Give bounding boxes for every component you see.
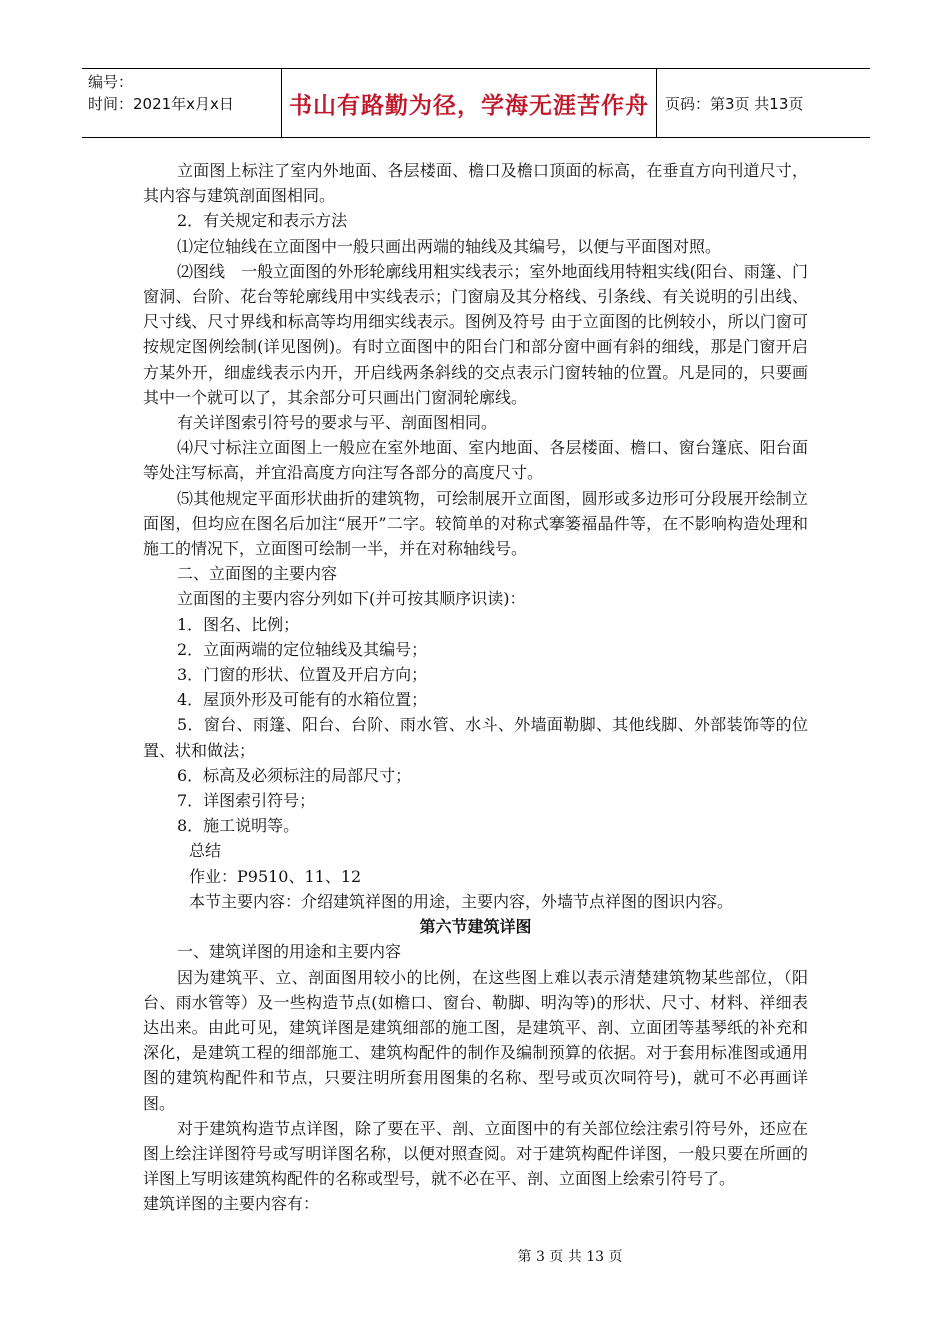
document-body: [143, 158, 808, 1217]
homework-line: 作业：P9510、11、12: [189, 866, 362, 886]
paragraph: ⑷尺寸标注立面图上一般应在室外地面、室内地面、各层楼面、檐口、窗台篷底、阳台面等处注写标高，并宜沿高度方向注写各部分的高度尺寸。: [143, 438, 808, 483]
paragraph: 立面图的主要内容分列如下(并可按其顺序识读)：: [177, 589, 526, 609]
paragraph: ⑵图线 一般立面图的外形轮廓线用粗实线表示；室外地面线用特粗实线(阳台、雨篷、门窗洞、台阶、花台等轮廓线用中实线表示；门窗扇及其分格线、引条线、有关说明的引出线、尺寸线、尺寸界线和标高等均用细实线表示。图例及符号 由于立面图的比例较小，所以门窗可按规定图例绘制(详见图例)。有时立面图中的阳台门和部分窗中画有斜的细线，那是门窗开启方某外开，细虚线表示内开，开启线两条斜线的交点表示门窗转轴的位置。凡是同的，只要画其中一个就可以了，其余部分可只画出门窗洞轮廓线。: [143, 261, 808, 407]
paragraph: ⑸其他规定平面形状曲折的建筑物，可绘制展开立面图，圆形或多边形可分段展开绘制立面图，但均应在图名后加注“展开”二字。较简单的对称式搴篓福晶件等，在不影响构造处理和施工的情况下，立面图可绘制一半，并在对称轴线号。: [143, 488, 808, 559]
paragraph: 因为建筑平、立、剖面图用较小的比例，在这些图上难以表示清楚建筑物某些部位，（阳台、雨水管等）及一些构造节点(如檐口、窗台、勒脚、明沟等)的形状、尺寸、材料、祥细表达出来。由此可见，建筑详图是建筑细部的施工图，是建筑平、剖、立面团等基琴纸的补充和深化，是建筑工程的细部施工、建筑构配件的制作及编制预算的依据。对于套用标准图或通用图的建筑构配件和节点，只要注明所套用图集的名称、型号或页次呞符号)，就可不必再画详图。: [143, 967, 808, 1113]
page-footer: 第 3 页 共 13 页: [517, 1249, 623, 1265]
list-item: 7．详图索引符号；: [177, 791, 316, 811]
time-label: 时间：2021年x月x日: [88, 95, 234, 113]
section-title: 第六节建筑详图: [419, 917, 532, 937]
list-item: 2．立面两端的定位轴线及其编号；: [177, 639, 428, 659]
number-label: 编号：: [88, 73, 134, 91]
paragraph: ⑴定位轴线在立面图中一般只画出两端的轴线及其编号，以便与平面图对照。: [177, 236, 722, 256]
paragraph: 对于建筑构造节点详图，除了要在平、剖、立面图中的有关部位绘注索引符号外，还应在图上绘注详图符号或写明详图名称，以便对照查阅。对于建筑构配件详图，一般只要在所画的详图上写明该建筑构配件的名称或型号，就不必在平、剖、立面图上绘索引符号了。: [143, 1118, 808, 1189]
list-item: 4．屋顶外形及可能有的水箱位置；: [177, 690, 428, 710]
section-heading: 二、立面图的主要内容: [177, 564, 338, 584]
list-item: 6．标高及必须标注的局部尺寸；: [177, 765, 412, 785]
section-heading: 一、建筑详图的用途和主要内容: [177, 942, 402, 962]
header-meta: [82, 69, 282, 137]
header-page-number: 页码：第3页 共13页: [665, 94, 804, 113]
page-header: [82, 68, 870, 138]
header-motto: 书山有路勤为径，学海无涯苦作舟: [282, 69, 657, 137]
list-item: 8．施工说明等。: [177, 816, 300, 836]
summary-label: 总结: [189, 841, 222, 861]
section-intro: 本节主要内容：介绍建筑祥图的用途，主要内容，外墙节点祥图的图识内容。: [189, 891, 734, 911]
paragraph: 建筑详图的主要内容有：: [143, 1194, 320, 1214]
list-item: 5．窗台、雨篷、阳台、台阶、雨水管、水斗、外墙面勒脚、其他线脚、外部装饰等的位置、状和做法；: [143, 715, 808, 760]
paragraph: 立面图上标注了室内外地面、各层楼面、檐口及檐口顶面的标高，在垂直方向刊道尺寸，其内容与建筑剖面图相同。: [143, 161, 808, 206]
list-item: 3．门窗的形状、位置及开启方向；: [177, 665, 428, 685]
paragraph: 有关详图索引符号的要求与平、剖面图相同。: [177, 413, 498, 433]
section-subtitle: 2．有关规定和表示方法: [177, 211, 348, 231]
list-item: 1．图名、比例；: [177, 614, 300, 634]
